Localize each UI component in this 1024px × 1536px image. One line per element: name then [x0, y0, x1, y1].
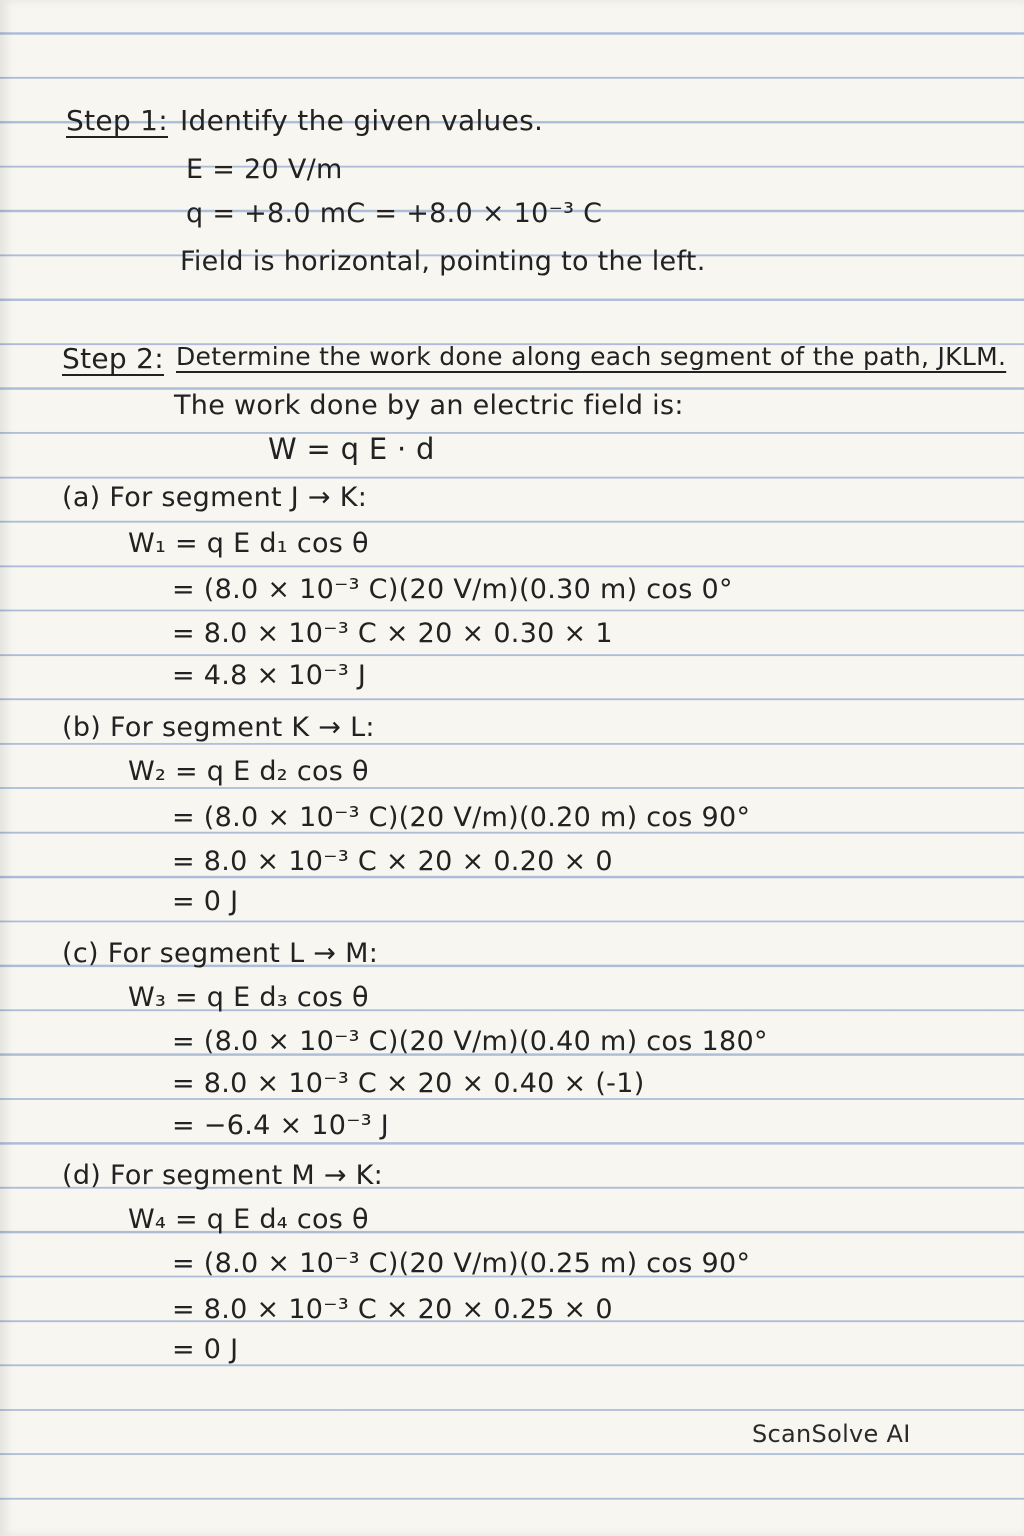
work-formula: W = q E · d	[268, 432, 435, 466]
step2-label: Step 2:	[62, 342, 165, 375]
segment-c-result: = −6.4 × 10⁻³ J	[172, 1110, 390, 1141]
work-intro: The work done by an electric field is:	[174, 390, 684, 421]
given-field-direction: Field is horizontal, pointing to the left.	[180, 246, 706, 277]
segment-d-substitution: = (8.0 × 10⁻³ C)(20 V/m)(0.25 m) cos 90°	[172, 1248, 751, 1279]
segment-a-substitution: = (8.0 × 10⁻³ C)(20 V/m)(0.30 m) cos 0°	[172, 574, 733, 605]
step1-label: Step 1:	[66, 104, 169, 137]
segment-d-heading: (d) For segment M → K:	[62, 1160, 384, 1191]
segment-b-substitution: = (8.0 × 10⁻³ C)(20 V/m)(0.20 m) cos 90°	[172, 802, 751, 833]
segment-d-product: = 8.0 × 10⁻³ C × 20 × 0.25 × 0	[172, 1294, 613, 1325]
segment-a-formula: W₁ = q E d₁ cos θ	[128, 528, 369, 559]
segment-a-product: = 8.0 × 10⁻³ C × 20 × 0.30 × 1	[172, 618, 613, 649]
segment-c-product: = 8.0 × 10⁻³ C × 20 × 0.40 × (-1)	[172, 1068, 645, 1099]
signature: ScanSolve AI	[752, 1420, 911, 1448]
segment-a-result: = 4.8 × 10⁻³ J	[172, 660, 367, 691]
segment-a-heading: (a) For segment J → K:	[62, 482, 368, 513]
segment-b-product: = 8.0 × 10⁻³ C × 20 × 0.20 × 0	[172, 846, 613, 877]
given-field-strength: E = 20 V/m	[186, 154, 343, 185]
segment-b-heading: (b) For segment K → L:	[62, 712, 375, 743]
step2-title: Determine the work done along each segment of the path, JKLM.	[176, 342, 1007, 371]
segment-c-heading: (c) For segment L → M:	[62, 938, 379, 969]
given-charge: q = +8.0 mC = +8.0 × 10⁻³ C	[186, 198, 603, 229]
segment-d-formula: W₄ = q E d₄ cos θ	[128, 1204, 369, 1235]
segment-c-substitution: = (8.0 × 10⁻³ C)(20 V/m)(0.40 m) cos 180°	[172, 1026, 768, 1057]
segment-c-formula: W₃ = q E d₃ cos θ	[128, 982, 369, 1013]
step1-title: Identify the given values.	[180, 104, 544, 137]
segment-b-formula: W₂ = q E d₂ cos θ	[128, 756, 369, 787]
segment-d-result: = 0 J	[172, 1334, 239, 1365]
segment-b-result: = 0 J	[172, 886, 239, 917]
